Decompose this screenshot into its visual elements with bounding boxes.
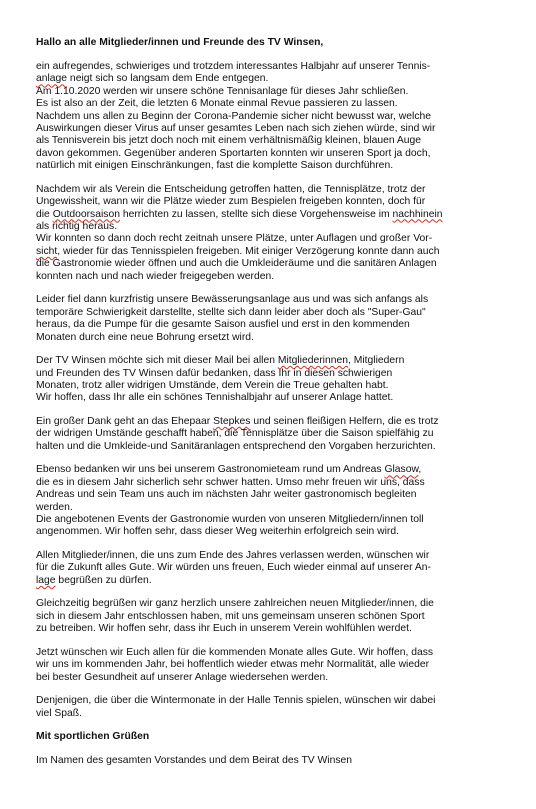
paragraph-9 <box>36 647 506 684</box>
spellcheck-flagged-word: anlage <box>36 73 68 85</box>
text-line: bei bester Gesundheit auf unserer Anlage wiedersehen werden. <box>36 671 329 683</box>
text-line: Nachdem uns allen zu Beginn der Corona-Pandemie sicher nicht bewusst war, welche <box>36 110 431 122</box>
text-line: Am 1.10.2020 werden wir unsere schöne Tennisanlage für dieses Jahr schließen. <box>36 85 409 97</box>
letter-document <box>36 37 506 768</box>
text-segment: Der TV Winsen möchte sich mit dieser Mail bei allen <box>36 355 278 367</box>
text-line: ein aufregendes, schwieriges und trotzdem interessantes Halbjahr auf unserer Tennis- <box>36 61 431 72</box>
text-line <box>36 73 506 85</box>
paragraph-3 <box>36 294 506 344</box>
text-line: die Gastronomie wieder öffnen und auch die Umkleideräume und die sanitären Anlagen <box>36 258 437 270</box>
spellcheck-flagged-word: Stepkes <box>213 415 251 427</box>
spellcheck-flagged-word: nachhinein <box>392 208 443 220</box>
text-segment: Ein großer Dank geht an das Ehepaar <box>36 415 214 427</box>
text-segment: , Mitgliedern <box>347 355 405 367</box>
text-line: angenommen. Wir hoffen sehr, dass dieser Weg weiterhin erfolgreich sein wird. <box>36 526 399 538</box>
text-line: Die angebotenen Events der Gastronomie wurden von unseren Mitgliedern/innen toll <box>36 513 424 525</box>
text-line: als Tennisverein bis jetzt doch noch mit einem verhältnismäßig kleinen, blauen Auge <box>36 135 422 147</box>
text-line: Es ist also an der Zeit, die letzten 6 Monate einmal Revue passieren zu lassen. <box>36 98 398 110</box>
text-segment: , <box>418 464 422 476</box>
text-line <box>36 246 506 258</box>
text-line: und Freunden des TV Winsen dafür bedanken, dass Ihr in diesen schwierigen <box>36 367 393 379</box>
text-line: konnten nach und nach wieder freigegeben werden. <box>36 270 275 282</box>
text-line: als richtig heraus. <box>36 221 118 233</box>
text-line: Ungewissheit, wann wir die Plätze wieder zum Bespielen freigeben konnten, doch für <box>36 196 426 208</box>
text-line: werden. <box>36 501 73 513</box>
text-line: heraus, da die Pumpe für die gesamte Saison ausfiel und erst in den kommenden <box>36 319 410 331</box>
text-line: natürlich mit einigen Einschränkungen, fast die komplette Saison durchführen. <box>36 160 394 172</box>
text-line: halten und die Umkleide-und Sanitäranlagen entsprechend den Vorgaben herzurichten. <box>36 440 436 452</box>
signature: Im Namen des gesamten Vorstandes und dem Beirat des TV Winsen <box>36 755 353 767</box>
text-line: Allen Mitglieder/innen, die uns zum Ende des Jahres verlassen werden, wünschen wir <box>36 549 430 561</box>
text-segment: begrüßen zu dürfen. <box>55 574 152 586</box>
paragraph-6 <box>36 464 506 538</box>
text-line <box>36 209 506 221</box>
text-segment: Ebenso bedanken wir uns bei unserem Gastronomieteam rund um Andreas <box>36 464 385 476</box>
text-line <box>36 575 506 587</box>
text-segment: herrichten zu lassen, stellte sich diese Vorgehensweise im <box>119 208 393 220</box>
text-line: temporäre Schwierigkeit darstellte, stellte sich dann leider aber doch als "Super-Gau" <box>36 306 426 318</box>
spellcheck-flagged-word: lage <box>36 574 56 586</box>
paragraph-1 <box>36 61 506 173</box>
paragraph-7 <box>36 550 506 587</box>
text-line: Nachdem wir als Verein die Entscheidung getroffen hatten, die Tennisplätze, trotz der <box>36 183 426 195</box>
spellcheck-flagged-word: sicht <box>36 245 58 257</box>
text-line <box>36 355 506 367</box>
text-segment: , wieder für das Tennisspielen freigeben. Mit einiger Verzögerung konnte dann auch <box>57 245 440 257</box>
paragraph-8 <box>36 598 506 635</box>
text-line: sich in diesem Jahr entschlossen haben, mit uns gemeinsam unseren schönen Sport <box>36 610 425 622</box>
text-line: Andreas und sein Team uns auch im nächsten Jahr weiter gastronomisch begleiten <box>36 489 417 501</box>
spellcheck-flagged-word: Outdoorsaison <box>52 208 120 220</box>
text-line: zu betreiben. Wir hoffen sehr, dass ihr Euch in unserem Verein wohlfühlen werdet. <box>36 623 412 635</box>
paragraph-10 <box>36 695 506 720</box>
text-line: die es in diesem Jahr sicherlich sehr schwer hatten. Umso mehr freuen wir uns, dass <box>36 476 425 488</box>
text-line: Jetzt wünschen wir Euch allen für die kommenden Monate alles Gute. Wir hoffen, dass <box>36 646 434 658</box>
text-segment: neigt sich so langsam dem Ende entgegen. <box>67 73 269 85</box>
closing: Mit sportlichen Grüßen <box>36 731 150 743</box>
text-segment: und seinen fleißigen Helfern, die es trotz <box>250 415 439 427</box>
text-line: für die Zukunft alles Gute. Wir würden uns freuen, Euch wieder einmal auf unserer An- <box>36 562 431 574</box>
text-line: Auswirkungen dieser Virus auf unser gesamtes Leben nach sich ziehen würde, sind wir <box>36 123 436 135</box>
paragraph-2 <box>36 184 506 283</box>
text-line: der widrigen Umstände geschafft haben, die Tennisplätze über die Saison spielfähig zu <box>36 428 434 440</box>
spellcheck-flagged-word: Glasow <box>384 464 419 476</box>
text-line: wir uns im kommenden Jahr, bei hoffentlich wieder etwas mehr Normalität, alle wieder <box>36 659 430 671</box>
spellcheck-flagged-word: Mitgliederinnen <box>277 355 348 367</box>
salutation: Hallo an alle Mitglieder/innen und Freunde des TV Winsen, <box>36 37 324 48</box>
text-line <box>36 464 506 476</box>
text-line: Wir hoffen, dass Ihr alle ein schönes Tennishalbjahr auf unserer Anlage hattet. <box>36 392 394 404</box>
text-line: viel Spaß. <box>36 707 82 719</box>
text-line: Monaten durch eine neue Bohrung ersetzt wird. <box>36 331 254 343</box>
text-line: Gleichzeitig begrüßen wir ganz herzlich unsere zahlreichen neuen Mitglieder/innen, die <box>36 598 434 610</box>
text-segment: die <box>36 208 53 220</box>
text-line: Leider fiel dann kurzfristig unsere Bewässerungsanlage aus und was sich anfangs als <box>36 294 429 306</box>
paragraph-5 <box>36 416 506 453</box>
text-line: davon gekommen. Gegenüber anderen Sportarten konnten wir unseren Sport ja doch, <box>36 147 431 159</box>
text-line: Wir konnten so dann doch recht zeitnah unsere Plätze, unter Auflagen und großer Vor- <box>36 233 433 245</box>
text-line <box>36 416 506 428</box>
text-line: Denjenigen, die über die Wintermonate in der Halle Tennis spielen, wünschen wir dabei <box>36 695 436 707</box>
text-line: Monaten, trotz aller widrigen Umstände, dem Verein die Treue gehalten habt. <box>36 379 389 391</box>
paragraph-4 <box>36 355 506 405</box>
